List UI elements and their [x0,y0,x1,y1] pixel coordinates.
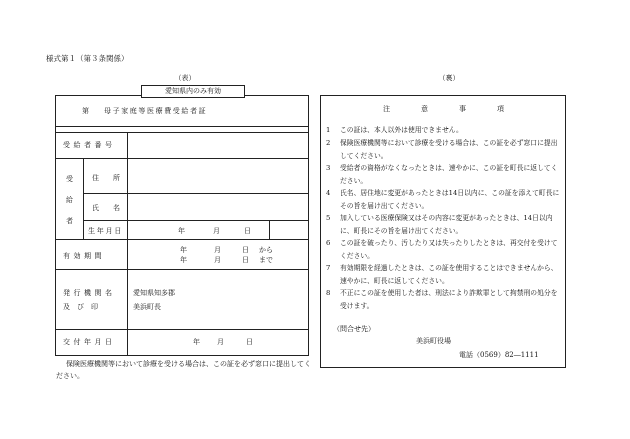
notice-item [326,137,560,162]
validity-to-day: 日 [242,256,249,264]
notice-title-char-2: 意 [421,105,428,113]
recipient-number-label: 受給者番号 [63,141,116,149]
validity-from-month: 月 [214,246,221,254]
notice-num: 1 [326,126,331,134]
issuer-mayor: 美浜町長 [133,303,161,311]
issue-date-label: 交付年月日 [63,338,116,346]
birth-year-unit: 年 [178,227,185,235]
notice-num: 3 [326,164,331,172]
back-side-label: （裏） [438,74,460,82]
issue-year-unit: 年 [193,338,200,346]
notice-text: 氏名、居住地に変更があったときは14日以内に、この証を添えて町長にその旨を届け出てください。 [340,189,560,210]
notice-item [326,287,560,312]
validity-to-month: 月 [214,256,221,264]
front-side-label: （表） [174,74,196,82]
notice-item [326,162,560,187]
notice-num: 6 [326,239,331,247]
front-card [55,95,309,356]
issue-month-unit: 月 [217,338,224,346]
validity-period-label: 有効期間 [63,252,105,260]
card-title: 母子家庭等医療費受給者証 [104,107,208,115]
notice-title-char-1: 注 [383,105,390,113]
notice-text: この証は、本人以外は使用できません。 [340,126,463,134]
card-number-prefix: 第 [82,107,89,115]
notice-num: 4 [326,189,331,197]
birth-day-unit: 日 [244,227,251,235]
valid-in-aichi-tag: 愛知県内のみ有効 [141,85,245,98]
notice-title-char-4: 項 [497,105,504,113]
notice-num: 2 [326,139,331,147]
notice-num: 8 [326,289,331,297]
issue-day-unit: 日 [246,338,253,346]
name-label: 氏 名 [92,204,120,212]
notice-text: この証を破ったり、汚したり又は失ったりしたときは、再交付を受けてください。 [340,239,558,260]
contact-phone: 電話（0569）82―1111 [459,351,539,359]
form-id: 様式第１（第３条関係） [46,54,129,63]
notice-num: 5 [326,214,331,222]
notice-title [383,104,504,114]
notice-text: 保険医療機関等において診療を受ける場合は、この証を必ず窓口に提出してください。 [340,139,558,160]
validity-from-year: 年 [180,246,187,254]
notice-item [326,124,560,137]
notice-item [326,262,560,287]
birth-date-label: 生年月日 [88,227,124,235]
birth-month-unit: 月 [213,227,220,235]
contact-label: （問合せ先） [333,325,375,333]
notice-text: 受給者の資格がなくなったときは、速やかに、この証を町長に返してください。 [340,164,558,185]
issuing-body-label: 発行機関名 [63,289,116,297]
validity-to-suffix: まで [259,256,273,264]
notice-item [326,237,560,262]
notice-item [326,187,560,212]
contact-office: 美浜町役場 [416,337,451,345]
notice-title-char-3: 事 [459,105,466,113]
recipient-label-char-1: 受 [66,175,73,183]
notice-num: 7 [326,264,331,272]
validity-from-suffix: から [259,246,273,254]
recipient-label-char-2: 給 [66,196,73,204]
notice-text: 有効期限を経過したときは、この証を使用することはできませんから、速やかに、町長に返してください。 [340,264,558,285]
issuer-org: 愛知県知多郡 [133,289,175,297]
front-note: 保険医療機関等において診療を受ける場合は、この証を必ず窓口に提出してください。 [56,360,311,380]
notice-text: 不正にこの証を使用した者は、刑法により詐欺罪として拘禁刑の処分を受けます。 [340,289,558,310]
notice-item [326,212,560,237]
address-label: 住 所 [92,174,120,182]
notice-text: 加入している医療保険又はその内容に変更があったときは、14日以内に、町長にその旨を届け出てください。 [340,214,553,235]
and-seal-label: 及 び 印 [63,303,98,311]
validity-from-day: 日 [242,246,249,254]
validity-to-year: 年 [180,256,187,264]
recipient-label-char-3: 者 [66,217,73,225]
